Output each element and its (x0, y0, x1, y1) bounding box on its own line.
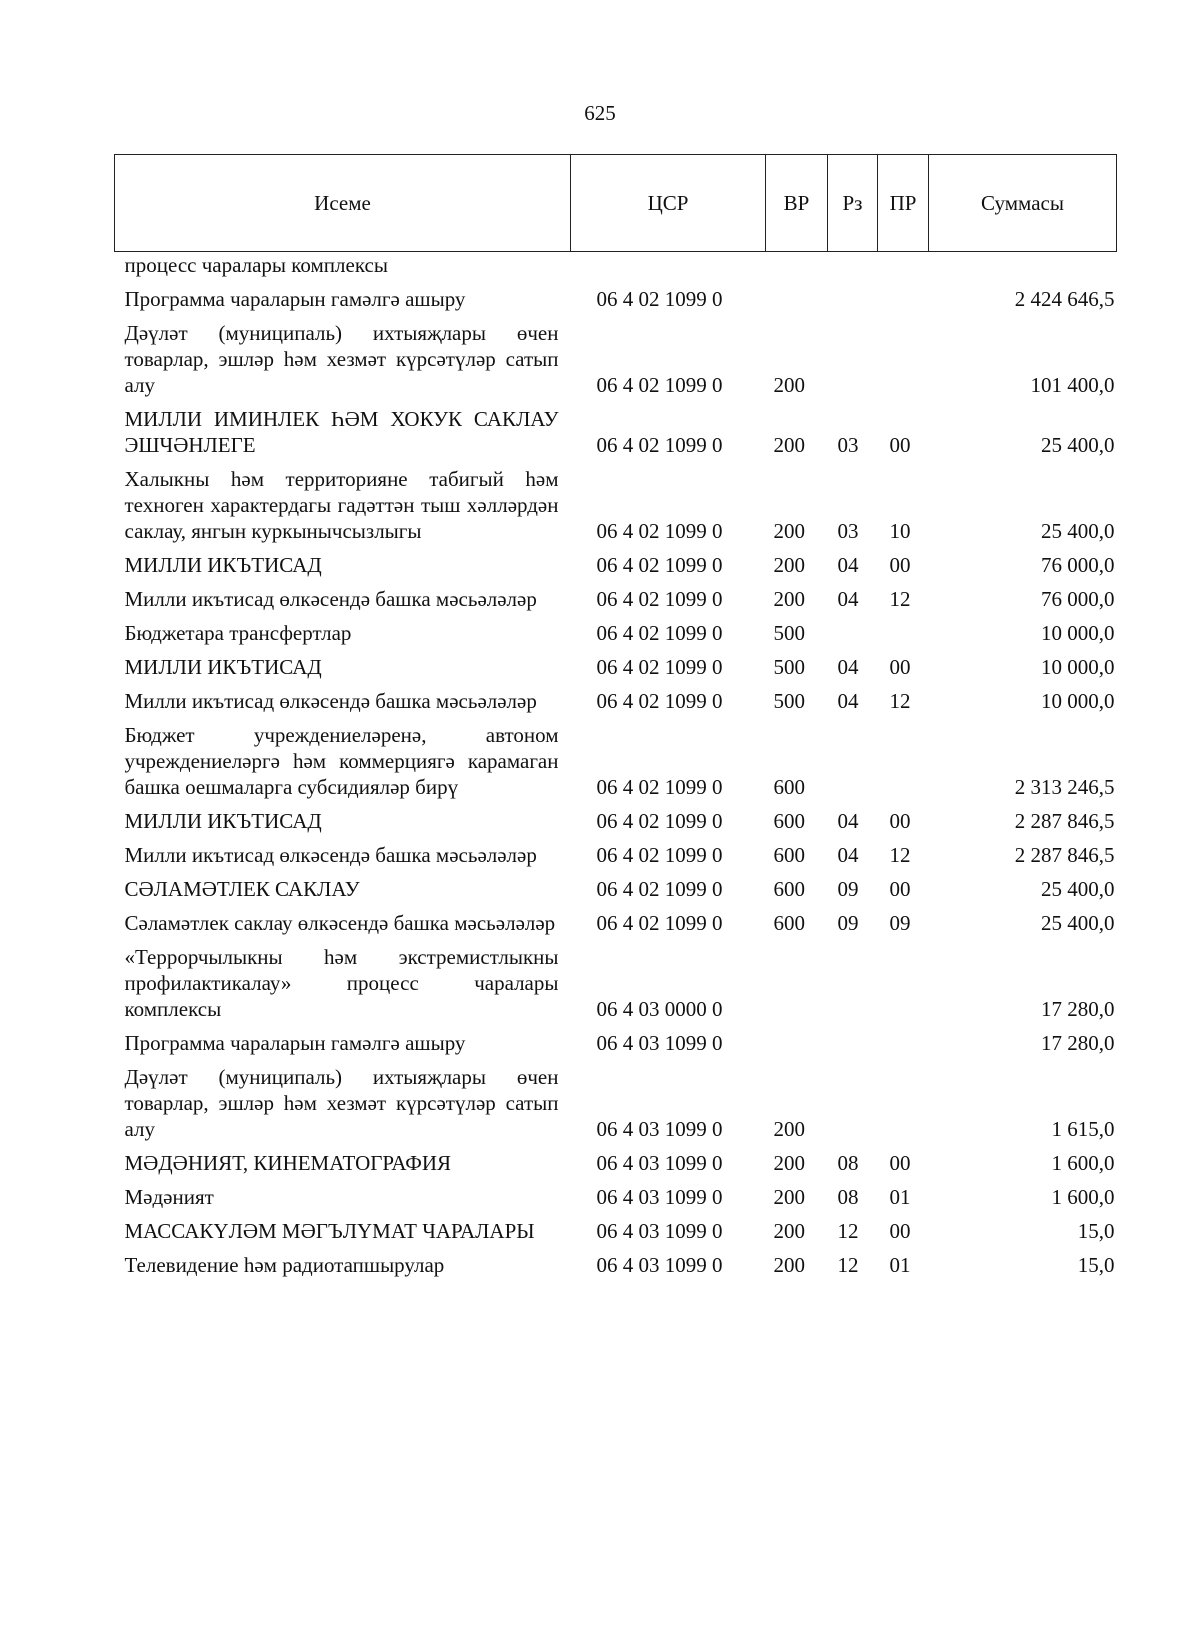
cell-pr (878, 1026, 929, 1060)
cell-vr: 200 (773, 1253, 805, 1277)
table-row (115, 616, 1117, 650)
cell-pr: 00 (889, 655, 911, 679)
cell-vr: 600 (773, 877, 805, 901)
cell-name: Сәламәтлек саклау өлкәсендә башка мәсьәләләр (124, 911, 556, 935)
cell-rz: 12 (837, 1219, 859, 1243)
cell-rz (828, 940, 878, 1026)
cell-rz (828, 316, 878, 402)
cell-name: СӘЛАМӘТЛЕК САКЛАУ (124, 877, 360, 901)
cell-name: «Террорчылыкны һәм экстремистлыкны профилактикалау» процесс чаралары комплексы (124, 945, 559, 1021)
cell-sum: 10 000,0 (1041, 655, 1115, 679)
cell-sum: 15,0 (1077, 1219, 1115, 1243)
cell-rz: 04 (837, 689, 859, 713)
cell-rz (828, 252, 878, 283)
table-row (115, 316, 1117, 402)
cell-pr (878, 252, 929, 283)
cell-name: Программа чараларын гамәлгә ашыру (124, 287, 466, 311)
cell-rz (828, 616, 878, 650)
table-row (115, 838, 1117, 872)
table-row (115, 402, 1117, 462)
cell-sum: 10 000,0 (1041, 621, 1115, 645)
table-row (115, 1248, 1117, 1282)
cell-vr (766, 252, 828, 283)
cell-vr: 200 (773, 519, 805, 543)
cell-name: Программа чараларын гамәлгә ашыру (124, 1031, 466, 1055)
cell-rz (828, 1060, 878, 1146)
cell-pr: 00 (889, 1219, 911, 1243)
cell-rz: 09 (837, 877, 859, 901)
cell-csr: 06 4 02 1099 0 (596, 433, 723, 457)
cell-rz (828, 718, 878, 804)
cell-rz: 09 (837, 911, 859, 935)
cell-pr (878, 940, 929, 1026)
cell-rz: 08 (837, 1151, 859, 1175)
cell-pr: 00 (889, 809, 911, 833)
table-row (115, 1026, 1117, 1060)
cell-rz (828, 282, 878, 316)
cell-csr: 06 4 03 0000 0 (596, 997, 723, 1021)
cell-pr: 12 (889, 689, 911, 713)
table-row (115, 1060, 1117, 1146)
cell-name: Бюджетара трансфертлар (124, 621, 352, 645)
cell-rz: 08 (837, 1185, 859, 1209)
cell-vr: 600 (773, 809, 805, 833)
table-row (115, 940, 1117, 1026)
table-row (115, 906, 1117, 940)
cell-vr: 200 (773, 373, 805, 397)
cell-csr: 06 4 03 1099 0 (596, 1031, 723, 1055)
cell-name: МӘДӘНИЯТ, КИНЕМАТОГРАФИЯ (124, 1151, 452, 1175)
cell-sum: 76 000,0 (1041, 553, 1115, 577)
cell-sum: 2 313 246,5 (1014, 775, 1115, 799)
cell-pr (878, 316, 929, 402)
cell-name: процесс чаралары комплексы (124, 253, 388, 277)
cell-name: Милли икътисад өлкәсендә башка мәсьәләләр (124, 587, 537, 611)
cell-pr (878, 1060, 929, 1146)
cell-csr: 06 4 03 1099 0 (596, 1117, 723, 1141)
table-row (115, 582, 1117, 616)
cell-vr (766, 940, 828, 1026)
header-row (115, 155, 1117, 252)
table-row (115, 684, 1117, 718)
cell-rz: 04 (837, 809, 859, 833)
cell-name: МИЛЛИ ИМИНЛЕК ҺӘМ ХОКУК САКЛАУ ЭШЧӘНЛЕГЕ (124, 407, 559, 457)
cell-sum: 76 000,0 (1041, 587, 1115, 611)
cell-csr: 06 4 02 1099 0 (596, 553, 723, 577)
cell-sum (929, 252, 1117, 283)
cell-pr (878, 718, 929, 804)
cell-pr: 00 (889, 877, 911, 901)
cell-csr: 06 4 02 1099 0 (596, 877, 723, 901)
header-name: Исеме (115, 155, 571, 252)
cell-rz: 04 (837, 655, 859, 679)
cell-pr: 12 (889, 843, 911, 867)
cell-csr: 06 4 02 1099 0 (596, 287, 723, 311)
cell-sum: 25 400,0 (1041, 911, 1115, 935)
table-row (115, 872, 1117, 906)
cell-name: МАССАКҮЛӘМ МӘГЪЛҮМАТ ЧАРАЛАРЫ (124, 1219, 535, 1243)
cell-sum: 10 000,0 (1041, 689, 1115, 713)
cell-vr (766, 1026, 828, 1060)
cell-vr: 500 (773, 689, 805, 713)
cell-name: МИЛЛИ ИКЪТИСАД (124, 809, 322, 833)
cell-rz: 03 (837, 433, 859, 457)
cell-sum: 2 287 846,5 (1014, 809, 1115, 833)
cell-csr: 06 4 02 1099 0 (596, 689, 723, 713)
cell-name: Дәүләт (муниципаль) ихтыяҗлары өчен товарлар, эшләр һәм хезмәт күрсәтүләр сатып алу (124, 1065, 559, 1141)
cell-csr: 06 4 03 1099 0 (596, 1151, 723, 1175)
cell-sum: 2 287 846,5 (1014, 843, 1115, 867)
table-header (115, 155, 1117, 252)
cell-rz: 04 (837, 553, 859, 577)
cell-pr: 00 (889, 1151, 911, 1175)
cell-name: Мәдәният (124, 1185, 214, 1209)
cell-sum: 15,0 (1077, 1253, 1115, 1277)
cell-vr: 200 (773, 1219, 805, 1243)
cell-sum: 101 400,0 (1030, 373, 1115, 397)
cell-pr: 00 (889, 553, 911, 577)
cell-pr: 12 (889, 587, 911, 611)
table-row (115, 804, 1117, 838)
table-row (115, 462, 1117, 548)
cell-name: Дәүләт (муниципаль) ихтыяҗлары өчен товарлар, эшләр һәм хезмәт күрсәтүләр сатып алу (124, 321, 559, 397)
cell-csr: 06 4 02 1099 0 (596, 621, 723, 645)
header-csr: ЦСР (571, 155, 766, 252)
cell-sum: 1 600,0 (1051, 1185, 1115, 1209)
cell-name: Халыкны һәм территорияне табигый һәм техноген характердагы гадәттән тыш хәлләрдән саклау, янгын куркынычсызлыгы (124, 467, 559, 543)
cell-csr: 06 4 03 1099 0 (596, 1185, 723, 1209)
cell-rz: 04 (837, 587, 859, 611)
cell-rz: 04 (837, 843, 859, 867)
cell-vr: 500 (773, 655, 805, 679)
cell-rz: 03 (837, 519, 859, 543)
table-row (115, 1214, 1117, 1248)
table-row (115, 718, 1117, 804)
cell-vr: 200 (773, 433, 805, 457)
cell-csr: 06 4 02 1099 0 (596, 911, 723, 935)
cell-rz (828, 1026, 878, 1060)
cell-pr (878, 282, 929, 316)
cell-csr: 06 4 03 1099 0 (596, 1253, 723, 1277)
cell-csr: 06 4 02 1099 0 (596, 775, 723, 799)
cell-csr: 06 4 02 1099 0 (596, 519, 723, 543)
cell-sum: 17 280,0 (1041, 997, 1115, 1021)
cell-sum: 25 400,0 (1041, 877, 1115, 901)
cell-vr: 600 (773, 775, 805, 799)
cell-csr: 06 4 02 1099 0 (596, 587, 723, 611)
cell-csr: 06 4 03 1099 0 (596, 1219, 723, 1243)
cell-csr: 06 4 02 1099 0 (596, 809, 723, 833)
cell-name: Милли икътисад өлкәсендә башка мәсьәләләр (124, 843, 537, 867)
cell-pr: 00 (889, 433, 911, 457)
table-row (115, 650, 1117, 684)
table-row (115, 1180, 1117, 1214)
cell-vr: 600 (773, 911, 805, 935)
cell-pr (878, 616, 929, 650)
cell-sum: 25 400,0 (1041, 433, 1115, 457)
cell-sum: 17 280,0 (1041, 1031, 1115, 1055)
table-body (115, 252, 1117, 1283)
table-row (115, 1146, 1117, 1180)
cell-vr: 200 (773, 587, 805, 611)
cell-vr: 200 (773, 1117, 805, 1141)
cell-csr: 06 4 02 1099 0 (596, 655, 723, 679)
cell-sum: 2 424 646,5 (1014, 287, 1115, 311)
cell-sum: 1 615,0 (1051, 1117, 1115, 1141)
cell-name: Телевидение һәм радиотапшырулар (124, 1253, 445, 1277)
cell-sum: 1 600,0 (1051, 1151, 1115, 1175)
cell-name: Милли икътисад өлкәсендә башка мәсьәләләр (124, 689, 537, 713)
header-vr: ВР (766, 155, 828, 252)
cell-vr: 500 (773, 621, 805, 645)
cell-pr: 10 (889, 519, 911, 543)
cell-vr: 600 (773, 843, 805, 867)
cell-pr: 09 (889, 911, 911, 935)
cell-csr: 06 4 02 1099 0 (596, 373, 723, 397)
cell-vr: 200 (773, 1185, 805, 1209)
budget-table (114, 154, 1117, 1282)
cell-vr: 200 (773, 1151, 805, 1175)
cell-vr: 200 (773, 553, 805, 577)
table-row (115, 282, 1117, 316)
cell-pr: 01 (889, 1253, 911, 1277)
cell-vr (766, 282, 828, 316)
header-pr: ПР (878, 155, 929, 252)
cell-sum: 25 400,0 (1041, 519, 1115, 543)
cell-name: МИЛЛИ ИКЪТИСАД (124, 655, 322, 679)
header-rz: Рз (828, 155, 878, 252)
cell-name: МИЛЛИ ИКЪТИСАД (124, 553, 322, 577)
cell-name: Бюджет учреждениеләренә, автоном учреждениеләргә һәм коммерциягә карамаган башка оешмаларга субсидияләр бирү (124, 723, 559, 799)
cell-pr: 01 (889, 1185, 911, 1209)
header-sum: Суммасы (929, 155, 1117, 252)
table-row (115, 548, 1117, 582)
cell-rz: 12 (837, 1253, 859, 1277)
page-number: 625 (584, 101, 616, 125)
cell-csr (571, 252, 766, 283)
cell-csr: 06 4 02 1099 0 (596, 843, 723, 867)
table-row (115, 252, 1117, 283)
